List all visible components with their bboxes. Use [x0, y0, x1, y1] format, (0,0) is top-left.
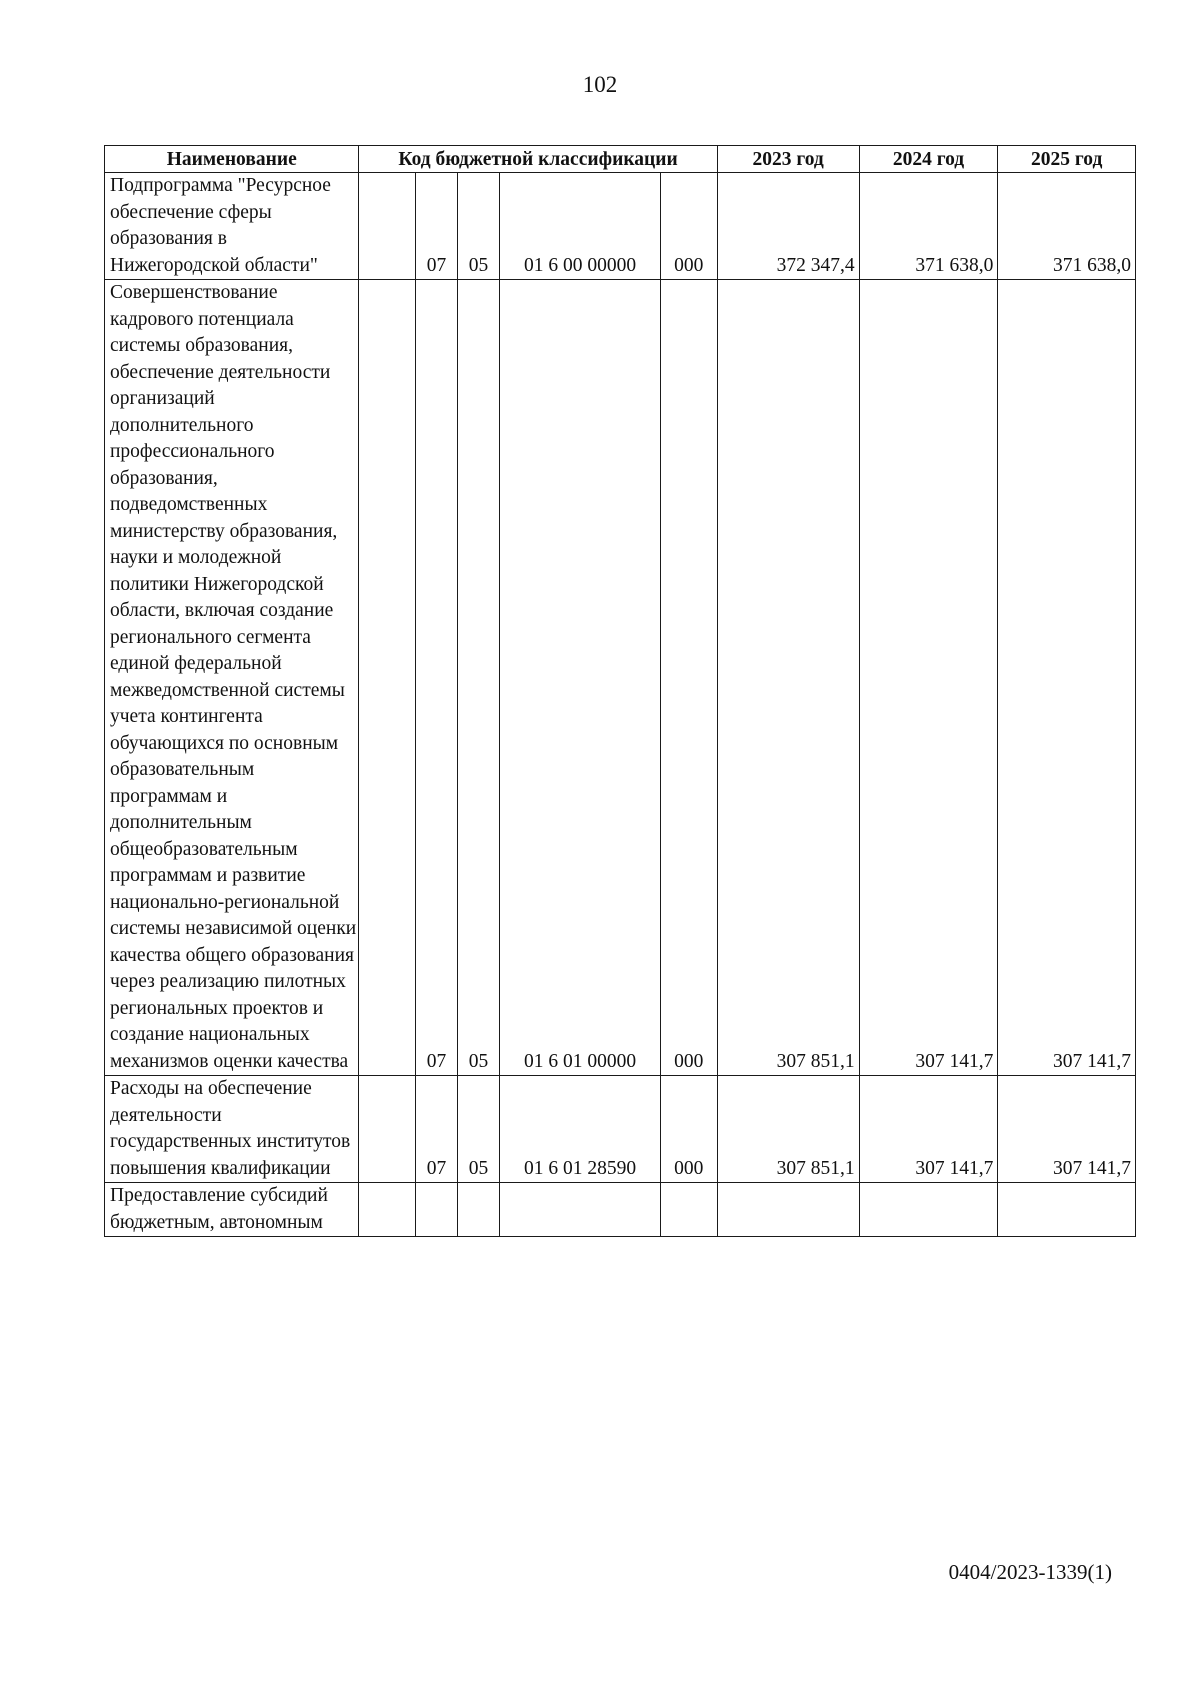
code-cell-5: 000 — [660, 173, 717, 280]
header-code: Код бюджетной классификации — [359, 146, 717, 173]
table-row — [105, 173, 1136, 280]
row-name: Расходы на обеспечение деятельности государственных институтов повышения квалификации — [105, 1076, 359, 1183]
code-cell-1 — [359, 1076, 416, 1183]
value-2025 — [998, 1183, 1136, 1237]
code-cell-4: 01 6 01 28590 — [500, 1076, 661, 1183]
value-2024: 371 638,0 — [859, 173, 998, 280]
table-row — [105, 1076, 1136, 1183]
code-cell-4: 01 6 01 00000 — [500, 280, 661, 1076]
value-2024: 307 141,7 — [859, 280, 998, 1076]
header-2025: 2025 год — [998, 146, 1136, 173]
value-2023 — [717, 1183, 859, 1237]
value-2024: 307 141,7 — [859, 1076, 998, 1183]
row-name: Подпрограмма "Ресурсное обеспечение сферы образования в Нижегородской области" — [105, 173, 359, 280]
table-header-row — [105, 146, 1136, 173]
value-2025: 371 638,0 — [998, 173, 1136, 280]
code-cell-2: 07 — [416, 1076, 458, 1183]
code-cell-1 — [359, 1183, 416, 1237]
code-cell-3: 05 — [457, 173, 500, 280]
code-cell-2 — [416, 1183, 458, 1237]
budget-table — [104, 145, 1136, 1237]
code-cell-3: 05 — [457, 280, 500, 1076]
row-name: Совершенствование кадрового потенциала системы образования, обеспечение деятельности организаций дополнительного профессионального образования, подведомственных министерству образования, науки и молодежной политики Нижегородской области, включая создание регионального сегмента единой федеральной межведомственной системы учета контингента обучающихся по основным образовательным программам и дополнительным общеобразовательным программам и развитие национально-региональной системы независимой оценки качества общего образования через реализацию пилотных региональных проектов и создание национальных механизмов оценки качества — [105, 280, 359, 1076]
code-cell-5: 000 — [660, 1076, 717, 1183]
code-cell-5 — [660, 1183, 717, 1237]
header-2023: 2023 год — [717, 146, 859, 173]
header-name: Наименование — [105, 146, 359, 173]
code-cell-2: 07 — [416, 173, 458, 280]
row-name: Предоставление субсидий бюджетным, автономным — [105, 1183, 359, 1237]
value-2024 — [859, 1183, 998, 1237]
header-2024: 2024 год — [859, 146, 998, 173]
table-row — [105, 280, 1136, 1076]
page-number: 102 — [582, 72, 618, 97]
document-number: 0404/2023-1339(1) — [948, 1560, 1112, 1584]
code-cell-4 — [500, 1183, 661, 1237]
value-2023: 307 851,1 — [717, 1076, 859, 1183]
table-row — [105, 1183, 1136, 1237]
code-cell-1 — [359, 173, 416, 280]
value-2025: 307 141,7 — [998, 1076, 1136, 1183]
code-cell-3: 05 — [457, 1076, 500, 1183]
value-2023: 372 347,4 — [717, 173, 859, 280]
code-cell-5: 000 — [660, 280, 717, 1076]
code-cell-4: 01 6 00 00000 — [500, 173, 661, 280]
code-cell-1 — [359, 280, 416, 1076]
value-2025: 307 141,7 — [998, 280, 1136, 1076]
value-2023: 307 851,1 — [717, 280, 859, 1076]
code-cell-3 — [457, 1183, 500, 1237]
code-cell-2: 07 — [416, 280, 458, 1076]
